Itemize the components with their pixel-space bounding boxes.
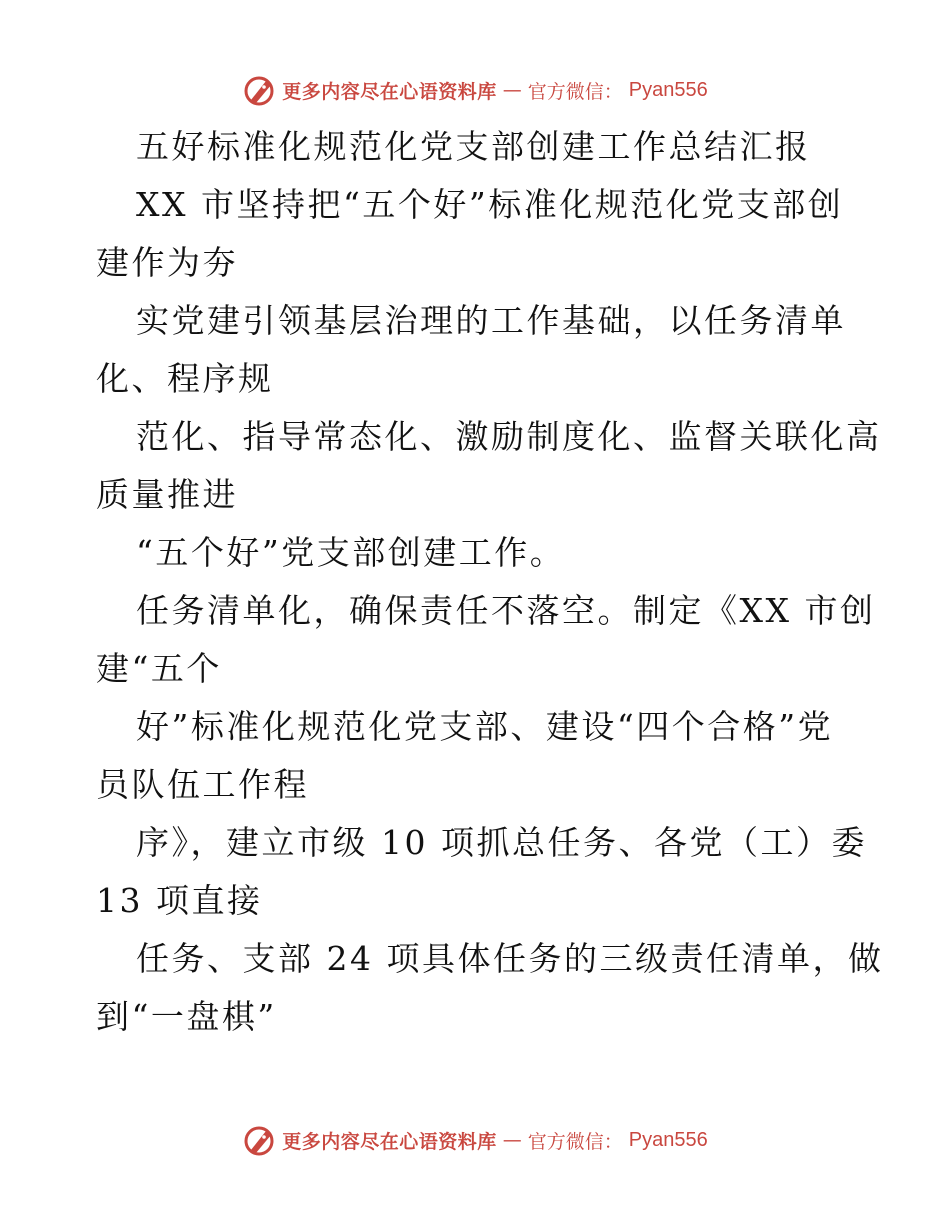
document-line: 实党建引领基层治理的工作基础，以任务清单 bbox=[136, 301, 846, 340]
watermark-separator: — bbox=[502, 79, 522, 101]
document-line: 质量推进 bbox=[96, 475, 238, 514]
pen-nib-logo-icon bbox=[242, 1123, 276, 1157]
document-body bbox=[96, 118, 884, 1046]
document-line: 员队伍工作程 bbox=[96, 765, 309, 804]
document-line: 好”标准化规范化党支部、建设“四个合格”党 bbox=[136, 707, 834, 746]
document-line: 序》，建立市级 10 项抓总任务、各党（工）委 bbox=[136, 823, 867, 862]
watermark-separator: — bbox=[502, 1129, 522, 1151]
header-watermark bbox=[0, 72, 950, 108]
document-line: 建作为夯 bbox=[96, 243, 238, 282]
document-line: 到“一盘棋” bbox=[96, 997, 277, 1036]
watermark-text: 更多内容尽在心语资料库 bbox=[282, 1130, 497, 1153]
watermark-contact-id: Pyan556 bbox=[628, 1128, 708, 1151]
document-line: 任务、支部 24 项具体任务的三级责任清单，做 bbox=[136, 939, 884, 978]
document-line: “五个好”党支部创建工作。 bbox=[136, 533, 566, 572]
document-line: 13 项直接 bbox=[96, 881, 263, 920]
document-line: 五好标准化规范化党支部创建工作总结汇报 bbox=[136, 127, 811, 166]
document-line: 建“五个 bbox=[96, 649, 222, 688]
document-line: XX 市坚持把“五个好”标准化规范化党支部创 bbox=[136, 185, 844, 224]
footer-watermark bbox=[0, 1122, 950, 1158]
watermark-contact-label: 官方微信： bbox=[527, 1130, 623, 1153]
watermark-contact-label: 官方微信： bbox=[527, 80, 623, 103]
document-line: 范化、指导常态化、激励制度化、监督关联化高 bbox=[136, 417, 882, 456]
document-line: 化、程序规 bbox=[96, 359, 274, 398]
pen-nib-logo-icon bbox=[242, 73, 276, 107]
watermark-text: 更多内容尽在心语资料库 bbox=[282, 80, 497, 103]
document-line: 任务清单化，确保责任不落空。制定《XX 市创 bbox=[136, 591, 876, 630]
watermark-contact-id: Pyan556 bbox=[628, 78, 708, 101]
